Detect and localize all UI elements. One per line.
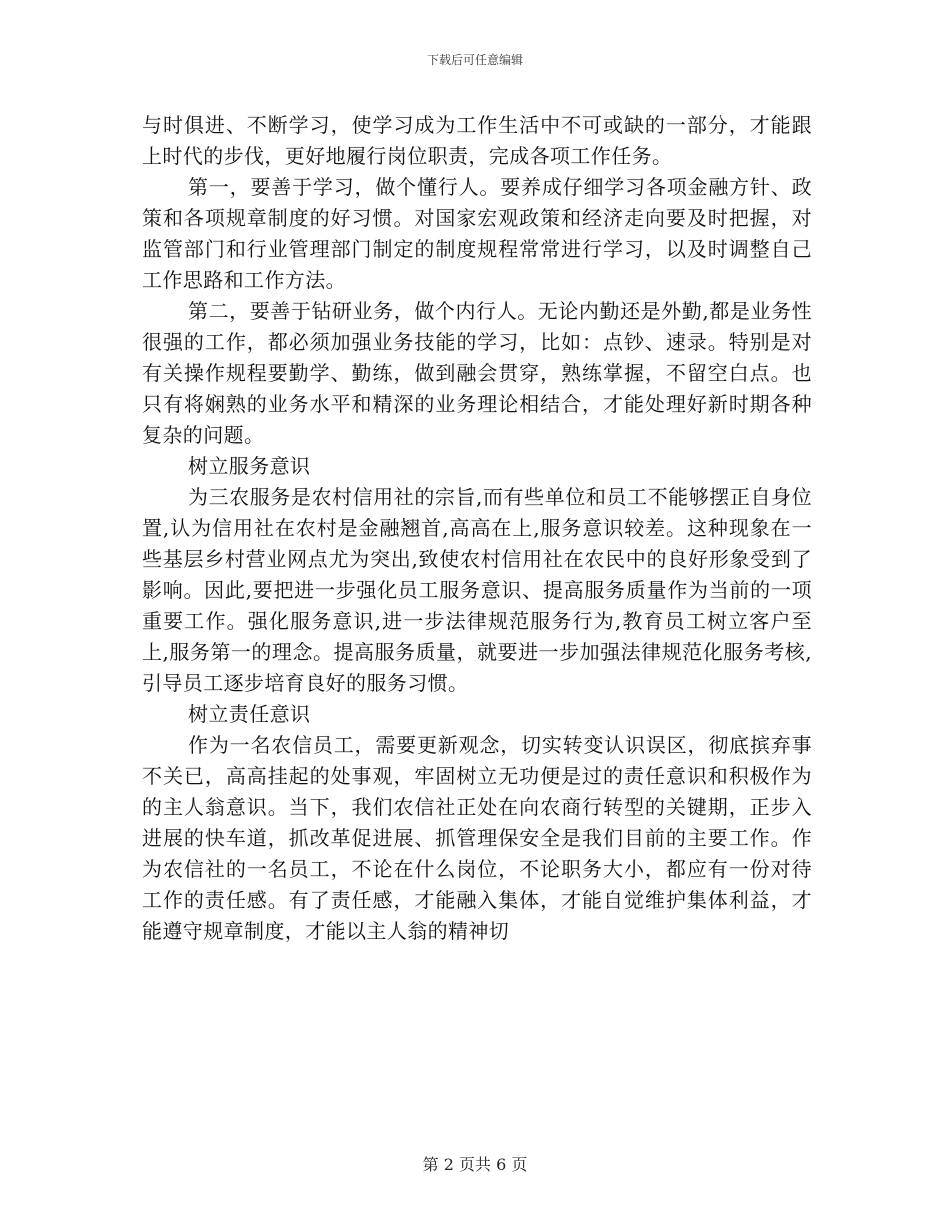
- document-body: [142, 110, 812, 947]
- paragraph-2: 第一，要善于学习，做个懂行人。要养成仔细学习各项金融方针、政策和各项规章制度的好习惯。对国家宏观政策和经济走向要及时把握，对监管部门和行业管理部门制定的制度规程常常进行学习，以及时调整自己工作思路和工作方法。: [142, 175, 812, 292]
- section-heading-service: 树立服务意识: [188, 454, 311, 478]
- paragraph-7: 作为一名农信员工，需要更新观念，切实转变认识误区，彻底摈弃事不关已，高高挂起的处事观，牢固树立无功便是过的责任意识和积极作为的主人翁意识。当下，我们农信社正处在向农商行转型的关键期，正步入进展的快车道，抓改革促进展、抓管理保安全是我们目前的主要工作。作为农信社的一名员工，不论在什么岗位，不论职务大小，都应有一份对待工作的责任感。有了责任感，才能融入集体，才能自觉维护集体利益，才能遵守规章制度，才能以主人翁的精神切: [142, 733, 812, 943]
- page-header: 下载后可任意编辑: [426, 53, 523, 67]
- section-heading-responsibility: 树立责任意识: [188, 702, 311, 726]
- page-footer: 第 2 页共 6 页: [422, 1155, 528, 1174]
- paragraph-5: 为三农服务是农村信用社的宗旨,而有些单位和员工不能够摆正自身位置,认为信用社在农村是金融翘首,高高在上,服务意识较差。这种现象在一些基层乡村营业网点尤为突出,致使农村信用社在农民中的良好形象受到了影响。因此,要把进一步强化员工服务意识、提高服务质量作为当前的一项重要工作。强化服务意识,进一步法律规范服务行为,教育员工树立客户至上,服务第一的理念。提高服务质量，就要进一步加强法律规范化服务考核,引导员工逐步培育良好的服务习惯。: [142, 485, 812, 695]
- paragraph-1: 与时俱进、不断学习，使学习成为工作生活中不可或缺的一部分，才能跟上时代的步伐，更好地履行岗位职责，完成各项工作任务。: [142, 113, 812, 168]
- paragraph-3: 第二，要善于钻研业务，做个内行人。无论内勤还是外勤,都是业务性很强的工作，都必须加强业务技能的学习，比如：点钞、速录。特别是对有关操作规程要勤学、勤练，做到融会贯穿，熟练掌握，不留空白点。也只有将娴熟的业务水平和精深的业务理论相结合，才能处理好新时期各种复杂的问题。: [142, 299, 812, 447]
